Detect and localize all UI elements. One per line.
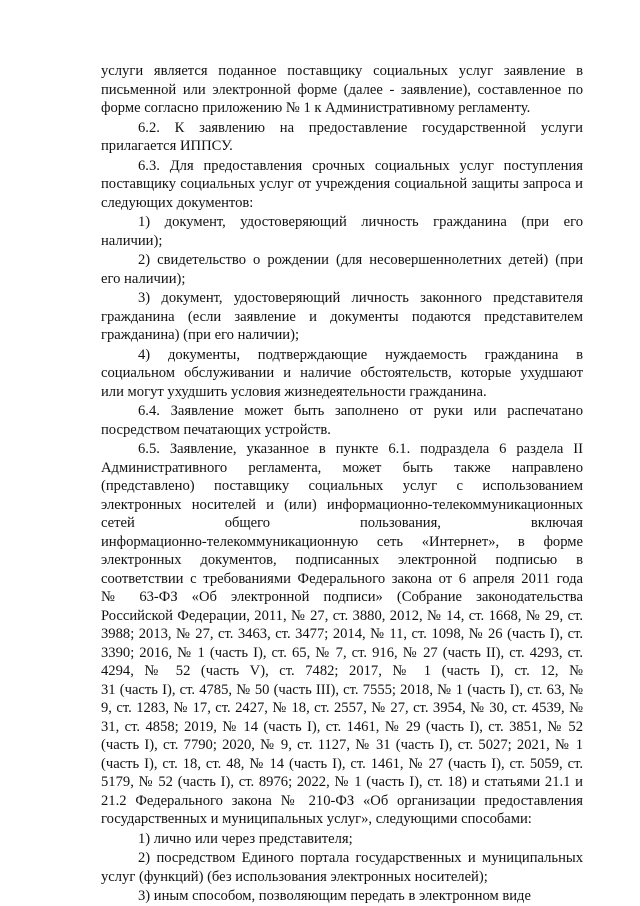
text-line: 4294, № 52 (часть V), ст. 7482; 2017, № 1 (часть I), ст. 12, № [101,663,583,679]
paragraph-p8 [101,402,583,439]
paragraph-p3 [101,157,583,213]
text-line: 5179, № 52 (часть I), ст. 8976; 2022, № 1 (часть I), ст. 18) и статьями 21.1 и [101,774,583,790]
text-line: сетей общего пользования, включая [101,515,583,531]
text-line: № 63-ФЗ «Об электронной подписи» (Собрание законодательства [101,589,583,605]
text-line: следующих документов: [101,194,254,211]
text-line: гражданина (если заявление и документы подаются представителем [101,308,583,325]
text-line: гражданина) (при его наличии); [101,327,300,343]
text-line: 3) документ, удостоверяющий личность законного представителя [138,290,583,306]
text-line: государственных и муниципальных услуг», следующими способами: [101,811,532,827]
text-line: 3988; 2013, № 27, ст. 3463, ст. 3477; 2014, № 11, ст. 1098, № 26 (часть I), ст. [101,626,583,642]
text-line: форме согласно приложению № 1 к Административному регламенту. [101,100,531,116]
text-line: информационно-телекоммуникационную сеть «Интернет», в форме [101,533,583,550]
text-line: 21.2 Федерального закона № 210-ФЗ «Об организации предоставления [101,792,583,809]
text-line: 6.4. Заявление может быть заполнено от руки или распечатано [138,403,583,419]
paragraph-p4 [101,213,583,250]
text-line: 1) лично или через представителя; [138,830,353,847]
text-line: (часть I), ст. 18, ст. 48, № 14 (часть I), ст. 1461, № 27 (часть I), ст. 5059, ст. [101,755,583,772]
text-line: 9, ст. 1283, № 17, ст. 2427, № 18, ст. 2557, № 27, ст. 3954, № 30, ст. 4539, № [101,700,583,716]
text-line: соответствии с требованиями Федерального закона от 6 апреля 2011 года [101,570,583,587]
text-line: 2) посредством Единого портала государственных и муниципальных [138,850,583,866]
text-line: 31, ст. 4858; 2019, № 14 (часть I), ст. 1461, № 29 (часть I), ст. 3851, № 52 [101,718,583,735]
text-line: социальном обслуживании и наличие обстоятельств, которые ухудшают [101,365,583,381]
text-line: услуг (функций) (без использования электронных носителей); [101,868,488,885]
paragraph-p12 [101,887,583,906]
text-line: наличии); [101,232,163,249]
paragraph-p1 [101,62,583,118]
text-line: письменной или электронной форме (далее - заявление), составленное по [101,81,583,98]
text-line: электронных документов, подписанных электронной подписью в [101,552,583,568]
text-line: электронных носителей и (или) информационно-телекоммуникационных [101,496,583,513]
text-line: 6.2. К заявлению на предоставление государственной услуги [138,119,583,136]
paragraph-p2 [101,119,583,156]
paragraph-p6 [101,289,583,345]
text-line: 31 (часть I), ст. 4785, № 50 (часть III), ст. 7555; 2018, № 1 (часть I), ст. 63, № [101,681,583,698]
text-line: прилагается ИППСУ. [101,138,233,154]
paragraph-p7 [101,346,583,402]
text-line: посредством печатающих устройств. [101,421,331,438]
paragraph-p9 [101,440,583,829]
text-line: услуги является поданное поставщику социальных услуг заявление в [101,63,583,79]
text-line: поставщику социальных услуг от учреждения социальной защиты запроса и [101,176,583,192]
paragraph-p11 [101,849,583,886]
document-body [101,62,583,906]
text-line: Российской Федерации, 2011, № 27, ст. 3880, 2012, № 14, ст. 1668, № 29, ст. [101,607,583,624]
text-line: или могут ухудшить условия жизнедеятельности гражданина. [101,383,487,400]
text-line: Административного регламента, может быть также направлено [101,459,583,476]
text-line: 3) иным способом, позволяющим передать в электронном виде [138,888,531,904]
paragraph-p10 [101,830,583,849]
text-line: 6.5. Заявление, указанное в пункте 6.1. подраздела 6 раздела II [138,441,583,457]
text-line: 6.3. Для предоставления срочных социальных услуг поступления [138,157,583,174]
text-line: 4) документы, подтверждающие нуждаемость гражданина в [138,346,583,363]
paragraph-p5 [101,251,583,288]
text-line: 2) свидетельство о рождении (для несовершеннолетних детей) (при [138,252,583,268]
text-line: 3390; 2016, № 1 (часть I), ст. 65, № 7, ст. 916, № 27 (часть II), ст. 4293, ст. [101,644,583,661]
text-line: (представлено) поставщику социальных услуг с использованием [101,478,583,494]
text-line: (часть I), ст. 7790; 2020, № 9, ст. 1127, № 31 (часть I), ст. 5027; 2021, № 1 [101,737,583,753]
text-line: его наличии); [101,270,186,287]
text-line: 1) документ, удостоверяющий личность гражданина (при его [138,214,583,230]
